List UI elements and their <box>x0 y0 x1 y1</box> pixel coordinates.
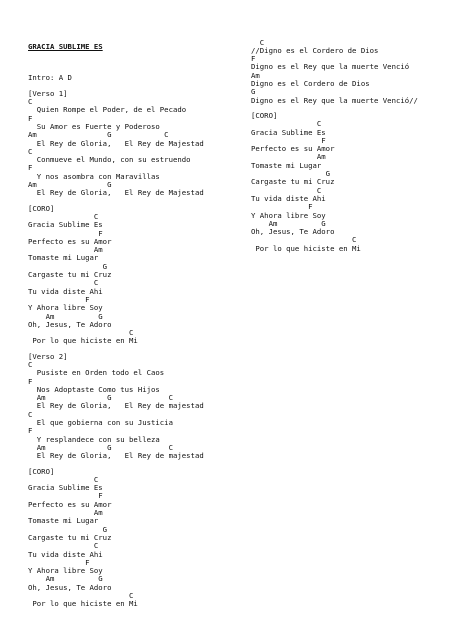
lyric-line: Cargaste tu mi Cruz <box>28 270 112 280</box>
chord-line: F <box>251 135 326 145</box>
chord-line: C <box>28 278 99 288</box>
lyric-line: Tu vida diste Ahi <box>251 193 326 203</box>
chord-line: C <box>251 185 322 195</box>
lyric-line: Digno es el Rey que la muerte Venció// <box>251 95 418 105</box>
lyric-line: Su Amor es Fuerte y Poderoso <box>28 121 160 131</box>
chord-line: Am <box>28 508 103 518</box>
lyric-line: Gracia Sublime Es <box>28 220 103 230</box>
chord-line: G <box>28 261 108 271</box>
lyric-line: Pusiste en Orden todo el Caos <box>28 368 165 378</box>
chord-line: Am <box>28 245 103 255</box>
chord-line: G <box>251 169 331 179</box>
chord-line: Am G <box>28 574 103 584</box>
lyric-line: Cargaste tu mi Cruz <box>251 177 335 187</box>
chord-line: C <box>28 146 33 156</box>
chord-line: F <box>28 113 33 123</box>
section-label: [CORO] <box>28 203 55 213</box>
lyric-line: Y resplandece con su belleza <box>28 434 160 444</box>
lyric-line: Oh, Jesus, Te Adoro <box>28 319 112 329</box>
chord-line: Am G C <box>28 130 169 140</box>
chord-line: C <box>28 359 33 369</box>
chord-line: F <box>28 491 103 501</box>
chord-line: Am G C <box>28 442 173 452</box>
lyric-line: Tomaste mi Lugar <box>28 516 99 526</box>
chord-line: F <box>251 202 313 212</box>
chord-line: F <box>28 228 103 238</box>
lyric-line: Tu vida diste Ahi <box>28 549 103 559</box>
right-column <box>251 22 466 261</box>
left-column <box>28 22 243 617</box>
chord-line: Am G <box>251 218 326 228</box>
chord-line: F <box>28 163 33 173</box>
section-label: [Verso 1] <box>28 88 68 98</box>
spacer <box>28 198 243 205</box>
left-lines <box>28 74 243 608</box>
lyric-line: Gracia Sublime Es <box>251 127 326 137</box>
chord-line: Am <box>251 70 260 80</box>
lyric-line: Cargaste tu mi Cruz <box>28 532 112 542</box>
lyric-line: Perfecto es su Amor <box>251 144 335 154</box>
chord-line: F <box>251 54 256 64</box>
lyric-line: El Rey de Gloria, El Rey de Majestad <box>28 138 204 148</box>
lyric-line: Digno es el Cordero de Dios <box>251 79 370 89</box>
lyric-line: Oh, Jesus, Te Adoro <box>251 227 335 237</box>
section-label: [CORO] <box>251 110 278 120</box>
lyric-line: Nos Adoptaste Como tus Hijos <box>28 384 160 394</box>
section-label: [CORO] <box>28 466 55 476</box>
lyric-line: Quien Rompe el Poder, de el Pecado <box>28 105 187 115</box>
chord-line: G <box>251 87 256 97</box>
chord-line: G <box>28 524 108 534</box>
lyric-line: Por lo que hiciste en Mi <box>28 336 138 346</box>
lyric-line: Y Ahora libre Soy <box>251 210 326 220</box>
chord-line: C <box>28 474 99 484</box>
chord-line: C <box>251 37 265 47</box>
chord-line: C <box>28 541 99 551</box>
chord-line: F <box>28 294 90 304</box>
lyric-line: El Rey de Gloria, El Rey de Majestad <box>28 188 204 198</box>
lyric-line: //Digno es el Cordero de Dios <box>251 45 379 55</box>
lyric-line: Perfecto es su Amor <box>28 236 112 246</box>
chord-line: C <box>251 119 322 129</box>
chord-line: Am G C <box>28 393 173 403</box>
lyric-line: El Rey de Gloria, El Rey de majestad <box>28 401 204 411</box>
lyric-line: Gracia Sublime Es <box>28 483 103 493</box>
lyric-line: Perfecto es su Amor <box>28 499 112 509</box>
lyric-line: Tomaste mi Lugar <box>251 160 322 170</box>
chord-line: Am G <box>28 311 103 321</box>
chord-line: Am <box>251 152 326 162</box>
lyric-line: Y Ahora libre Soy <box>28 303 103 313</box>
lyric-line: Digno es el Rey que la muerte Venció <box>251 62 410 72</box>
chord-line: C <box>251 235 357 245</box>
chord-line: C <box>28 211 99 221</box>
chord-line: C <box>28 591 134 600</box>
lyric-line: Tomaste mi Lugar <box>28 253 99 263</box>
chord-line: Am G <box>28 180 112 190</box>
lyric-line: Tu vida diste Ahi <box>28 286 103 296</box>
chord-line: C <box>28 328 134 338</box>
right-lines <box>251 39 466 253</box>
spacer <box>251 105 466 112</box>
lyric-line: Y nos asombra con Maravillas <box>28 171 160 181</box>
chord-line: F <box>28 557 90 567</box>
lyric-line: Intro: A D <box>28 73 72 83</box>
chord-line: C <box>28 409 33 419</box>
chord-line: F <box>28 376 33 386</box>
spacer <box>28 461 243 468</box>
song-title: GRACIA SUBLIME ES <box>28 41 103 51</box>
lyric-line: Oh, Jesus, Te Adoro <box>28 582 112 592</box>
lyric-line: Conmueve el Mundo, con su estruendo <box>28 155 191 165</box>
lyric-line: Y Ahora libre Soy <box>28 566 103 576</box>
chord-line: C <box>28 97 33 107</box>
lyric-line: El que gobierna con su Justicia <box>28 418 173 428</box>
lyric-line: Por lo que hiciste en Mi <box>28 599 138 609</box>
lyric-line: El Rey de Gloria, El Rey de majestad <box>28 451 204 461</box>
lyric-line: Por lo que hiciste en Mi <box>251 243 361 253</box>
chord-line: F <box>28 426 33 436</box>
section-label: [Verso 2] <box>28 351 68 361</box>
